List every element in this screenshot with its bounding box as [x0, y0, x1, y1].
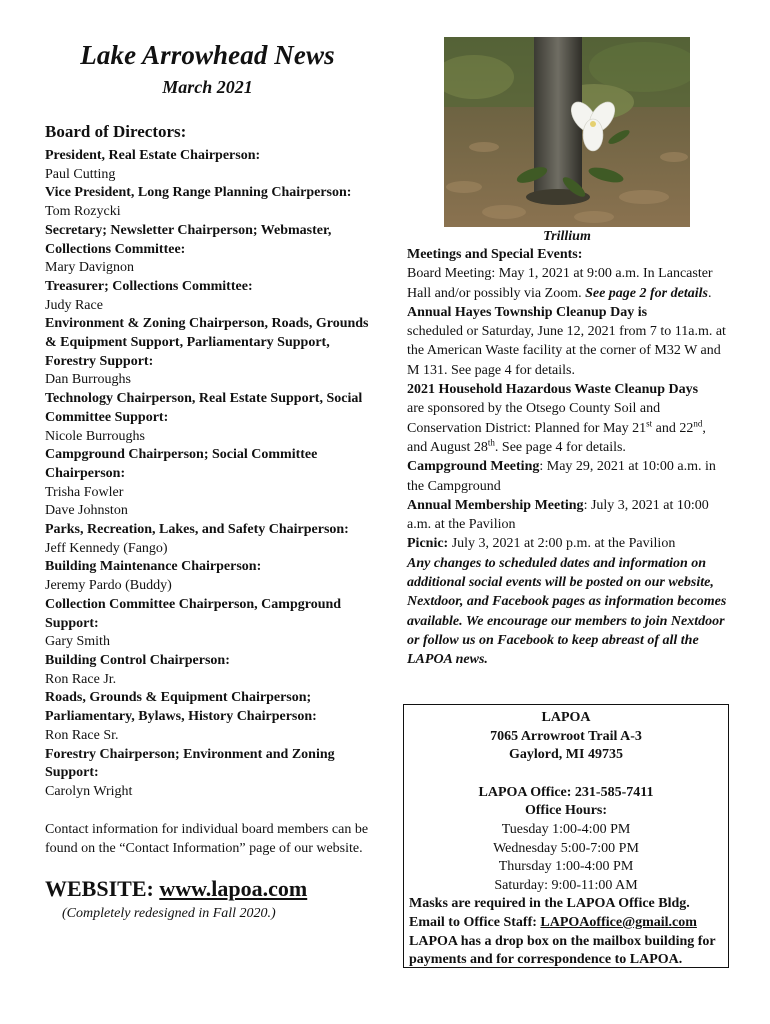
board-role: Roads, Grounds & Equipment Chairperson; Parliamentary, Bylaws, History Chairperson: — [45, 690, 317, 725]
photo-caption: Trillium — [543, 229, 591, 244]
left-column — [45, 40, 370, 922]
newsletter-title: Lake Arrowhead News — [80, 40, 335, 70]
board-member: Tom Rozycki — [45, 204, 121, 220]
cleanup-text: scheduled or Saturday, June 12, 2021 from 7 to 11a.m. at the American Waste facility at the corner of M32 W and M 131. See page 4 for details. — [407, 324, 726, 378]
board-role: Forestry Chairperson; Environment and Zoning Support: — [45, 746, 335, 781]
board-member: Nicole Burroughs — [45, 428, 145, 444]
campground-meeting-item: Campground Meeting: May 29, 2021 at 10:00 a.m. in the Campground — [407, 459, 716, 494]
events-section — [407, 245, 729, 670]
website-label: WEBSITE: — [45, 875, 160, 901]
lapoa-address-1: 7065 Arrowroot Trail A-3 — [490, 728, 642, 744]
hazardous-heading: 2021 Household Hazardous Waste Cleanup Days — [407, 382, 699, 398]
office-hours-tuesday: Tuesday 1:00-4:00 PM — [501, 821, 631, 837]
board-member: Ron Race Jr. — [45, 671, 117, 687]
board-role: Treasurer; Collections Committee: — [45, 278, 253, 294]
office-hours-thursday: Thursday 1:00-4:00 PM — [498, 859, 634, 875]
office-email-link[interactable]: LAPOAoffice@gmail.com — [540, 914, 697, 930]
events-heading: Meetings and Special Events: — [407, 247, 583, 262]
board-role: Technology Chairperson, Real Estate Support, Social Committee Support: — [45, 391, 363, 425]
newsletter-date: March 2021 — [162, 77, 253, 97]
lapoa-contact-box — [403, 704, 729, 968]
trillium-photo — [444, 37, 690, 227]
masks-note: Masks are required in the LAPOA Office Bldg. — [409, 896, 690, 912]
board-role: Secretary; Newsletter Chairperson; Webmaster, Collections Committee: — [45, 222, 332, 257]
board-meeting-ref: See page 2 for details — [585, 285, 708, 301]
lapoa-address-2: Gaylord, MI 49735 — [509, 747, 623, 763]
membership-meeting-item: Annual Membership Meeting: July 3, 2021 at 10:00 a.m. at the Pavilion — [407, 497, 709, 533]
board-member: Paul Cutting — [45, 166, 116, 182]
dropbox-note: LAPOA has a drop box on the mailbox building for payments and for correspondence to LAPOA. — [409, 933, 716, 968]
board-member: Dan Burroughs — [45, 372, 131, 388]
changes-note: Any changes to scheduled dates and information on additional social events will be posted on our website, Nextdoor, and Facebook pages as information becomes available. We encourage our members to join Nextdoor or follow us on Facebook to keep abreast of all the LAPOA news. — [407, 555, 727, 668]
trillium-image — [444, 37, 690, 227]
office-hours-wednesday: Wednesday 5:00-7:00 PM — [493, 840, 639, 856]
board-role: Parks, Recreation, Lakes, and Safety Chairperson: — [45, 522, 349, 538]
board-role: President, Real Estate Chairperson: — [45, 148, 261, 163]
website-line — [45, 876, 370, 902]
board-role: Collection Committee Chairperson, Campground Support: — [45, 596, 342, 631]
board-meeting-item: Board Meeting: May 1, 2021 at 9:00 a.m. In Lancaster Hall and/or possibly via Zoom. See page 2 for details. — [407, 266, 713, 301]
email-line: Email to Office Staff: LAPOAoffice@gmail.com — [409, 914, 697, 930]
cleanup-heading: Annual Hayes Township Cleanup Day is — [407, 304, 648, 320]
board-role: Environment & Zoning Chairperson, Roads, Grounds & Equipment Support, Parliamentary Support, Forestry Support: — [45, 316, 369, 369]
board-role: Building Maintenance Chairperson: — [45, 559, 262, 575]
board-member: Carolyn Wright — [45, 783, 133, 799]
board-member: Gary Smith — [45, 634, 110, 650]
board-role: Building Control Chairperson: — [45, 652, 230, 668]
board-member: Jeremy Pardo (Buddy) — [45, 578, 172, 594]
board-member: Mary Davignon — [45, 260, 135, 276]
office-hours-heading: Office Hours: — [524, 803, 608, 819]
board-heading: Board of Directors: — [45, 122, 187, 141]
board-role: Vice President, Long Range Planning Chairperson: — [45, 185, 352, 201]
board-list — [45, 147, 370, 802]
office-hours-saturday: Saturday: 9:00-11:00 AM — [494, 877, 638, 893]
board-member: Trisha Fowler — [45, 484, 124, 500]
website-link[interactable]: www.lapoa.com — [159, 875, 308, 901]
board-member: Dave Johnston — [45, 503, 128, 519]
lapoa-office-phone: LAPOA Office: 231-585-7411 — [478, 784, 654, 800]
picnic-item: Picnic: July 3, 2021 at 2:00 p.m. at the Pavilion — [407, 536, 676, 552]
board-role: Campground Chairperson; Social Committee Chairperson: — [45, 447, 318, 481]
lapoa-name: LAPOA — [541, 710, 591, 725]
contact-note: Contact information for individual board members can be found on the “Contact Information” page of our website. — [45, 821, 369, 856]
board-member: Jeff Kennedy (Fango) — [45, 540, 168, 556]
board-member: Ron Race Sr. — [45, 727, 119, 743]
board-member: Judy Race — [45, 297, 103, 313]
website-note: (Completely redesigned in Fall 2020.) — [62, 905, 276, 921]
right-column — [407, 245, 729, 670]
hazardous-text: are sponsored by the Otsego County Soil and Conservation District: Planned for May 21st and 22nd, and August 28th. See page 4 for details. — [407, 401, 706, 455]
